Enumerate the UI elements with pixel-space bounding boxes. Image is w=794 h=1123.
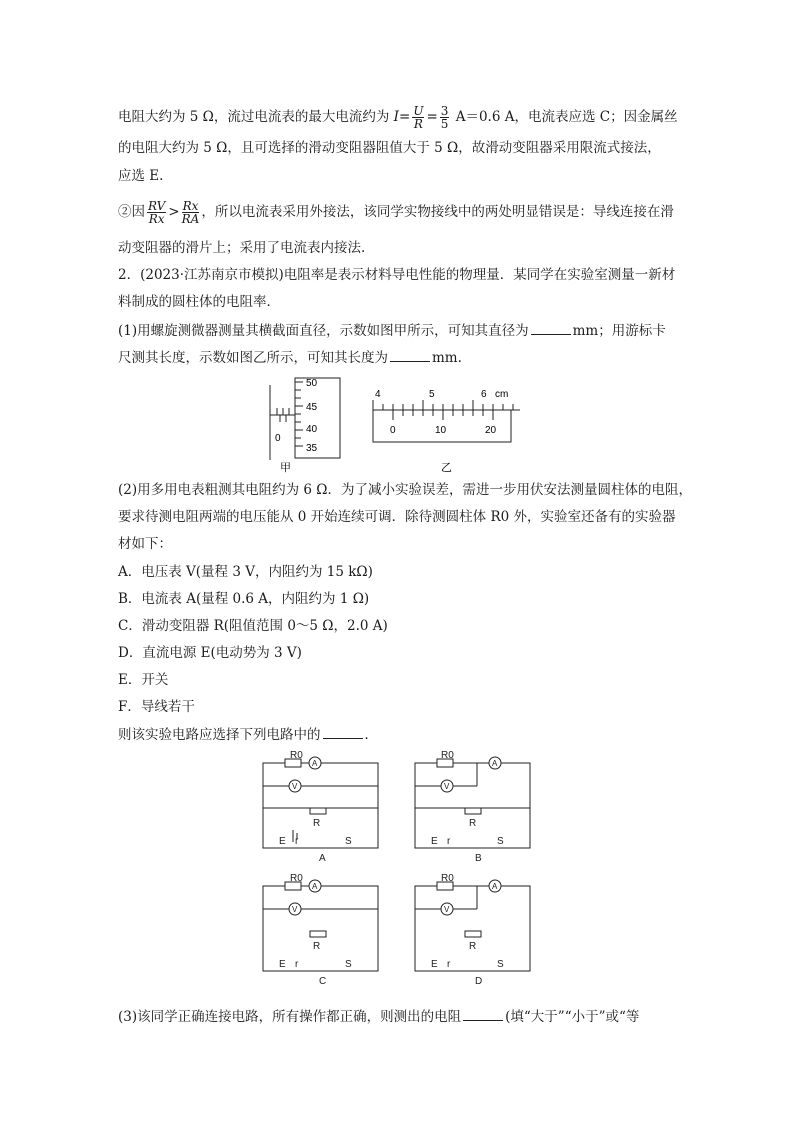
solution-text: ，所以电流表采用外接法，该同学实物接线中的两处明显错误是：导线连接在滑 xyxy=(201,204,674,220)
part2-question-text: 则该实验电路应选择下列电路中的 xyxy=(118,727,321,743)
circuit-c-voltmeter: V xyxy=(292,905,298,914)
caliper-main-6: 6 xyxy=(481,389,487,400)
fraction-rv-over-rx xyxy=(147,200,166,225)
circuit-b-rr: r xyxy=(447,836,451,847)
circuit-d-s: S xyxy=(497,959,504,970)
frac-den: Rx xyxy=(148,212,165,226)
circuit-diagrams xyxy=(255,748,555,998)
circuit-a xyxy=(263,757,378,848)
question-header: 2．(2023·江苏南京市模拟)电阻率是表示材料导电性能的物理量．某同学在实验室测量一新材 xyxy=(118,267,676,283)
frac-den: R xyxy=(413,117,423,131)
circuit-d-e: E xyxy=(431,959,438,970)
fraction-3-over-5 xyxy=(440,105,450,130)
circuit-label-a: A xyxy=(319,853,326,864)
answer-blank-length[interactable] xyxy=(390,347,430,362)
part1-text: (1)用螺旋测微器测量其横截面直径，示数如图甲所示，可知其直径为 xyxy=(118,323,529,339)
micrometer-tick-35: 35 xyxy=(306,443,318,454)
part3-text: (填“大于”“小于”或“等 xyxy=(505,1009,640,1025)
solution-text: A＝0.6 A，电流表应选 C；因金属丝 xyxy=(455,109,678,125)
circuit-b-s: S xyxy=(497,836,504,847)
option-e: E．开关 xyxy=(118,672,169,688)
answer-blank-circuit[interactable] xyxy=(323,724,363,739)
part1-line-1 xyxy=(118,320,678,341)
frac-den: RA xyxy=(181,212,200,226)
micrometer-tick-50: 50 xyxy=(306,378,318,389)
micrometer-zero: 0 xyxy=(275,433,281,444)
circuit-a-s: S xyxy=(345,836,352,847)
fraction-rx-over-ra xyxy=(182,200,200,225)
solution-line-1 xyxy=(118,105,678,130)
fraction-u-over-r xyxy=(412,105,424,130)
solution-text: 电阻大约为 5 Ω，流过电流表的最大电流约为 xyxy=(118,109,390,125)
circuit-b-e: E xyxy=(431,836,438,847)
option-a: A．电压表 V(量程 3 V，内阻约为 15 kΩ) xyxy=(118,564,373,580)
circuit-label-c: C xyxy=(319,976,327,987)
solution-line-2: 的电阻大约为 5 Ω，且可选择的滑动变阻器阻值大于 5 Ω，故滑动变阻器采用限流式接法， xyxy=(118,140,661,156)
measurement-figures xyxy=(255,370,535,475)
answer-blank-resistance[interactable] xyxy=(463,1006,503,1021)
solution-text: ②因 xyxy=(118,204,145,220)
circuit-label-b: B xyxy=(475,853,482,864)
equals: = xyxy=(426,109,438,125)
figure-label-jia: 甲 xyxy=(280,462,291,474)
part2-line-3: 材如下： xyxy=(118,536,172,552)
part1-text: mm；用游标卡 xyxy=(572,323,666,339)
option-c: C．滑动变阻器 R(阻值范围 0～5 Ω，2.0 A) xyxy=(118,618,388,634)
circuit-a-rr: r xyxy=(295,836,299,847)
symbol-i: I xyxy=(393,109,400,125)
circuit-d-r: R xyxy=(469,941,477,952)
circuit-d-voltmeter: V xyxy=(444,905,450,914)
micrometer-figure xyxy=(270,378,340,460)
micrometer-tick-40: 40 xyxy=(306,424,318,435)
solution-line-5: 动变阻器的滑片上；采用了电流表内接法. xyxy=(118,240,366,256)
circuit-b-voltmeter: V xyxy=(444,782,450,791)
frac-den: 5 xyxy=(440,117,449,131)
caliper-main-5: 5 xyxy=(429,389,435,400)
part1-text: 尺测其长度，示数如图乙所示，可知其长度为 xyxy=(118,350,388,366)
frac-num: Rx xyxy=(182,199,199,213)
circuit-b-r: R xyxy=(469,818,477,829)
caliper-vernier-10: 10 xyxy=(435,425,447,436)
circuit-a-r: R xyxy=(313,818,321,829)
caliper-main-4: 4 xyxy=(375,389,381,400)
caliper-main-unit: cm xyxy=(495,389,509,400)
option-f: F．导线若干 xyxy=(118,699,195,715)
part2-question-end: ． xyxy=(364,727,378,743)
part3-line-1 xyxy=(118,1006,678,1027)
circuit-d xyxy=(415,880,530,971)
circuit-c-rr: r xyxy=(295,959,299,970)
option-d: D．直流电源 E(电动势为 3 V) xyxy=(118,645,302,661)
part1-line-2 xyxy=(118,347,678,368)
circuit-a-e: E xyxy=(279,836,286,847)
circuit-d-r0: R0 xyxy=(441,873,454,884)
circuit-b-ammeter: A xyxy=(492,759,498,768)
part2-question xyxy=(118,724,678,745)
solution-line-3: 应选 E. xyxy=(118,168,164,184)
circuit-d-ammeter: A xyxy=(492,882,498,891)
caliper-vernier-20: 20 xyxy=(485,425,497,436)
circuit-c-r0: R0 xyxy=(290,873,303,884)
circuit-label-d: D xyxy=(475,976,483,987)
question-header-2: 料制成的圆柱体的电阻率． xyxy=(118,294,280,310)
circuit-b-r0: R0 xyxy=(441,750,454,761)
circuit-b xyxy=(415,757,530,848)
answer-blank-diameter[interactable] xyxy=(531,320,571,335)
frac-num: 3 xyxy=(440,104,449,118)
part2-line-2: 要求待测电阻两端的电压能从 0 开始连续可调．除待测圆柱体 R0 外，实验室还备有的实验器 xyxy=(118,509,676,525)
solution-line-4 xyxy=(118,200,678,225)
circuit-c-s: S xyxy=(345,959,352,970)
part2-line-1: (2)用多用电表粗测其电阻约为 6 Ω．为了减小实验误差，需进一步用伏安法测量圆柱体的电阻， xyxy=(118,482,692,498)
part3-text: (3)该同学正确连接电路，所有操作都正确，则测出的电阻 xyxy=(118,1009,462,1025)
circuit-a-r0: R0 xyxy=(290,750,303,761)
frac-num: U xyxy=(413,104,424,118)
micrometer-tick-45: 45 xyxy=(306,402,318,413)
circuit-d-rr: r xyxy=(447,959,451,970)
option-b: B．电流表 A(量程 0.6 A，内阻约为 1 Ω) xyxy=(118,591,370,607)
circuit-a-ammeter: A xyxy=(312,759,318,768)
equals: = xyxy=(399,109,411,125)
circuit-c-r: R xyxy=(313,941,321,952)
circuit-c-e: E xyxy=(279,959,286,970)
circuit-a-voltmeter: V xyxy=(292,782,298,791)
circuit-c-ammeter: A xyxy=(312,882,318,891)
part1-text: mm. xyxy=(432,350,462,366)
figure-label-yi: 乙 xyxy=(441,462,452,474)
greater-than: > xyxy=(168,204,180,220)
circuit-c xyxy=(263,880,378,971)
caliper-vernier-0: 0 xyxy=(390,425,396,436)
frac-num: RV xyxy=(148,199,166,213)
